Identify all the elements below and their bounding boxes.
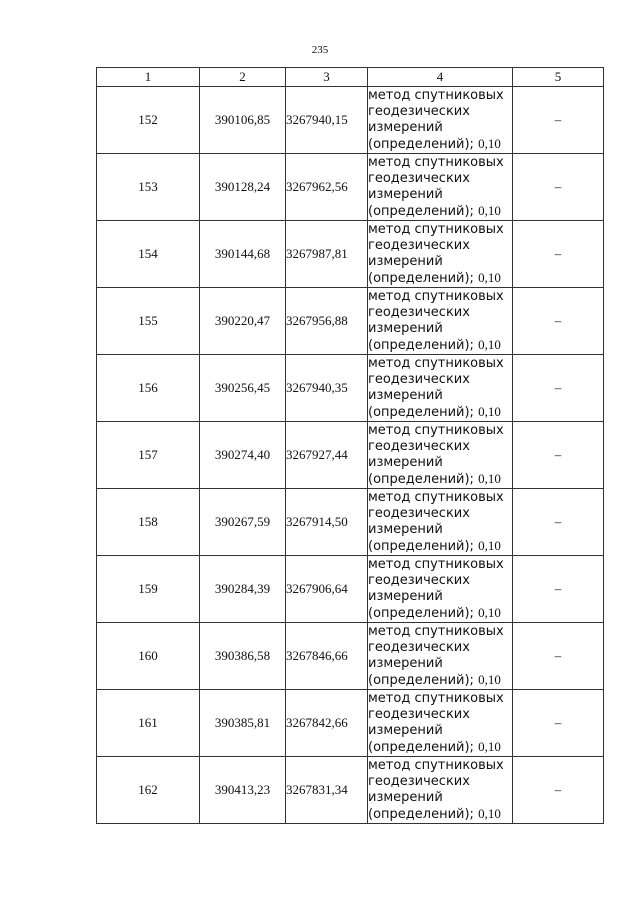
table-row bbox=[97, 757, 604, 824]
column-5-value: – bbox=[513, 489, 604, 556]
method-line bbox=[368, 203, 512, 220]
method-line-text: (определений); bbox=[368, 739, 474, 755]
method-cell bbox=[368, 154, 513, 221]
coordinate-y: 3267906,64 bbox=[286, 556, 368, 623]
coordinate-y: 3267940,15 bbox=[286, 87, 368, 154]
table-row bbox=[97, 154, 604, 221]
coordinate-y: 3267956,88 bbox=[286, 288, 368, 355]
table-row bbox=[97, 355, 604, 422]
table-body bbox=[97, 87, 604, 824]
method-cell bbox=[368, 757, 513, 824]
precision-value: 0,10 bbox=[478, 470, 501, 486]
method-line: измерений bbox=[368, 521, 443, 537]
precision-value: 0,10 bbox=[478, 202, 501, 218]
method-line: метод спутниковых bbox=[368, 355, 504, 371]
coordinate-y: 3267831,34 bbox=[286, 757, 368, 824]
header-row bbox=[97, 68, 604, 87]
coordinate-y: 3267940,35 bbox=[286, 355, 368, 422]
table-row bbox=[97, 221, 604, 288]
method-line bbox=[368, 337, 512, 354]
method-cell bbox=[368, 87, 513, 154]
table-row bbox=[97, 690, 604, 757]
coordinate-x: 390144,68 bbox=[200, 221, 286, 288]
coordinate-x: 390220,47 bbox=[200, 288, 286, 355]
column-5-value: – bbox=[513, 422, 604, 489]
method-cell bbox=[368, 422, 513, 489]
column-5-value: – bbox=[513, 87, 604, 154]
method-line bbox=[368, 404, 512, 421]
method-line-text: (определений); bbox=[368, 672, 474, 688]
precision-value: 0,10 bbox=[478, 805, 501, 821]
header-col-3: 3 bbox=[286, 68, 368, 87]
precision-value: 0,10 bbox=[478, 671, 501, 687]
method-cell bbox=[368, 288, 513, 355]
method-line: геодезических bbox=[368, 706, 470, 722]
method-line: метод спутниковых bbox=[368, 623, 504, 639]
point-number: 158 bbox=[97, 489, 200, 556]
method-line: метод спутниковых bbox=[368, 690, 504, 706]
method-line bbox=[368, 471, 512, 488]
method-line: измерений bbox=[368, 722, 443, 738]
method-line: метод спутниковых bbox=[368, 87, 504, 103]
column-5-value: – bbox=[513, 355, 604, 422]
method-line-text: (определений); bbox=[368, 136, 474, 152]
coordinate-x: 390128,24 bbox=[200, 154, 286, 221]
method-line: метод спутниковых bbox=[368, 221, 504, 237]
point-number: 160 bbox=[97, 623, 200, 690]
table-row bbox=[97, 288, 604, 355]
point-number: 153 bbox=[97, 154, 200, 221]
method-cell bbox=[368, 489, 513, 556]
column-5-value: – bbox=[513, 757, 604, 824]
table-row bbox=[97, 422, 604, 489]
coordinate-x: 390256,45 bbox=[200, 355, 286, 422]
method-line: измерений bbox=[368, 789, 443, 805]
method-cell bbox=[368, 355, 513, 422]
column-5-value: – bbox=[513, 556, 604, 623]
header-col-5: 5 bbox=[513, 68, 604, 87]
method-line bbox=[368, 739, 512, 756]
point-number: 152 bbox=[97, 87, 200, 154]
coordinate-y: 3267962,56 bbox=[286, 154, 368, 221]
precision-value: 0,10 bbox=[478, 336, 501, 352]
method-line: метод спутниковых bbox=[368, 154, 504, 170]
method-line: геодезических bbox=[368, 572, 470, 588]
method-cell bbox=[368, 556, 513, 623]
coordinate-x: 390385,81 bbox=[200, 690, 286, 757]
method-line: метод спутниковых bbox=[368, 489, 504, 505]
method-line: измерений bbox=[368, 186, 443, 202]
method-line: метод спутниковых bbox=[368, 757, 504, 773]
precision-value: 0,10 bbox=[478, 269, 501, 285]
page-number: 235 bbox=[311, 44, 329, 56]
precision-value: 0,10 bbox=[478, 537, 501, 553]
method-line: измерений bbox=[368, 387, 443, 403]
method-line-text: (определений); bbox=[368, 605, 474, 621]
point-number: 155 bbox=[97, 288, 200, 355]
precision-value: 0,10 bbox=[478, 135, 501, 151]
coordinate-y: 3267842,66 bbox=[286, 690, 368, 757]
table-row bbox=[97, 489, 604, 556]
coordinate-y: 3267846,66 bbox=[286, 623, 368, 690]
method-line-text: (определений); bbox=[368, 203, 474, 219]
method-line bbox=[368, 270, 512, 287]
coordinate-x: 390386,58 bbox=[200, 623, 286, 690]
method-line: геодезических bbox=[368, 639, 470, 655]
method-line bbox=[368, 136, 512, 153]
method-line-text: (определений); bbox=[368, 270, 474, 286]
coordinate-y: 3267914,50 bbox=[286, 489, 368, 556]
precision-value: 0,10 bbox=[478, 403, 501, 419]
column-5-value: – bbox=[513, 288, 604, 355]
method-line: метод спутниковых bbox=[368, 422, 504, 438]
precision-value: 0,10 bbox=[478, 604, 501, 620]
column-5-value: – bbox=[513, 154, 604, 221]
method-line: геодезических bbox=[368, 371, 470, 387]
method-line: геодезических bbox=[368, 237, 470, 253]
header-col-2: 2 bbox=[200, 68, 286, 87]
method-line: метод спутниковых bbox=[368, 556, 504, 572]
method-line bbox=[368, 538, 512, 555]
method-line: измерений bbox=[368, 588, 443, 604]
method-line: геодезических bbox=[368, 773, 470, 789]
point-number: 162 bbox=[97, 757, 200, 824]
coordinate-x: 390274,40 bbox=[200, 422, 286, 489]
method-line: измерений bbox=[368, 253, 443, 269]
method-line: геодезических bbox=[368, 170, 470, 186]
method-line-text: (определений); bbox=[368, 337, 474, 353]
coordinate-x: 390106,85 bbox=[200, 87, 286, 154]
method-line bbox=[368, 672, 512, 689]
header-col-4: 4 bbox=[368, 68, 513, 87]
point-number: 159 bbox=[97, 556, 200, 623]
method-line-text: (определений); bbox=[368, 538, 474, 554]
column-5-value: – bbox=[513, 690, 604, 757]
method-line: геодезических bbox=[368, 438, 470, 454]
method-line: измерений bbox=[368, 119, 443, 135]
header-col-1: 1 bbox=[97, 68, 200, 87]
method-line: геодезических bbox=[368, 505, 470, 521]
method-line: метод спутниковых bbox=[368, 288, 504, 304]
method-line-text: (определений); bbox=[368, 404, 474, 420]
coordinate-x: 390284,39 bbox=[200, 556, 286, 623]
method-cell bbox=[368, 623, 513, 690]
point-number: 157 bbox=[97, 422, 200, 489]
method-line: геодезических bbox=[368, 304, 470, 320]
method-line bbox=[368, 806, 512, 823]
method-cell bbox=[368, 690, 513, 757]
method-cell bbox=[368, 221, 513, 288]
coordinate-x: 390267,59 bbox=[200, 489, 286, 556]
column-5-value: – bbox=[513, 623, 604, 690]
precision-value: 0,10 bbox=[478, 738, 501, 754]
method-line: измерений bbox=[368, 655, 443, 671]
coordinate-y: 3267927,44 bbox=[286, 422, 368, 489]
point-number: 161 bbox=[97, 690, 200, 757]
method-line bbox=[368, 605, 512, 622]
table-row bbox=[97, 623, 604, 690]
column-5-value: – bbox=[513, 221, 604, 288]
method-line: геодезических bbox=[368, 103, 470, 119]
table-row bbox=[97, 556, 604, 623]
method-line-text: (определений); bbox=[368, 806, 474, 822]
table-row bbox=[97, 87, 604, 154]
method-line: измерений bbox=[368, 454, 443, 470]
method-line: измерений bbox=[368, 320, 443, 336]
point-number: 156 bbox=[97, 355, 200, 422]
coordinates-table bbox=[96, 67, 604, 824]
method-line-text: (определений); bbox=[368, 471, 474, 487]
coordinate-x: 390413,23 bbox=[200, 757, 286, 824]
coordinate-y: 3267987,81 bbox=[286, 221, 368, 288]
point-number: 154 bbox=[97, 221, 200, 288]
